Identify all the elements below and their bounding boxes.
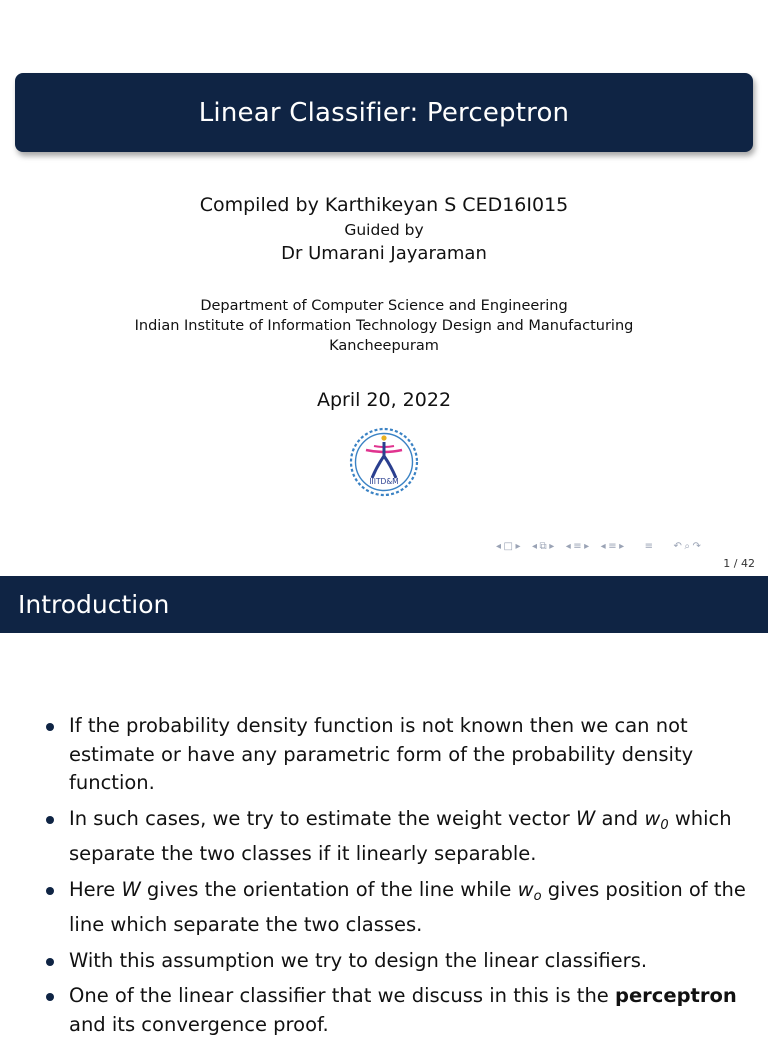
title-box (15, 73, 753, 152)
nav-slide-icon[interactable]: □ (503, 540, 513, 552)
slide-title: Linear Classifier: Perceptron (198, 97, 570, 128)
nav-prev-section-icon[interactable]: ◂ (600, 540, 606, 552)
list-item: Here W gives the orientation of the line while $w_o$ gives position of the line which separate the two classes. (0, 876, 768, 940)
list-item: In such cases, we try to estimate the weight vector W and $w_0$ which separate the two classes if it linearly separable. (0, 805, 768, 869)
bullet-icon (46, 887, 54, 895)
date-line: April 20, 2022 (316, 389, 452, 411)
list-item: With this assumption we try to design the linear classifiers. (0, 947, 768, 976)
nav-section-icon[interactable]: ≡ (608, 540, 617, 552)
logo-text: IIITD&M (369, 477, 399, 486)
location-line: Kancheepuram (329, 338, 439, 354)
bullet-icon (46, 993, 54, 1001)
nav-back-icon[interactable]: ↶ (673, 540, 682, 552)
nav-prev-subsection-icon[interactable]: ◂ (565, 540, 571, 552)
nav-subsection-icon[interactable]: ≡ (573, 540, 582, 552)
institute-line: Indian Institute of Information Technology Design and Manufacturing (134, 318, 634, 334)
bullet-icon (46, 958, 54, 966)
nav-search-icon[interactable]: ⌕ (684, 540, 690, 552)
nav-frame-icon[interactable]: ⧉ (539, 540, 547, 552)
nav-document-icon[interactable]: ≡ (644, 540, 653, 552)
list-item: If the probability density function is not known then we can not estimate or have any parametric form of the probability density function. (0, 712, 768, 798)
nav-next-subsection-icon[interactable]: ▸ (584, 540, 589, 552)
department-line: Department of Computer Science and Engineering (200, 298, 568, 314)
nav-next-slide-icon[interactable]: ▸ (515, 540, 521, 552)
author-line: Compiled by Karthikeyan S CED16I015 (199, 194, 569, 216)
nav-prev-frame-icon[interactable]: ◂ (532, 540, 537, 552)
bullet-list (0, 712, 768, 1046)
beamer-navigation[interactable] (496, 538, 764, 554)
advisor-name: Dr Umarani Jayaraman (281, 243, 487, 264)
bullet-icon (46, 816, 54, 824)
nav-next-frame-icon[interactable]: ▸ (549, 540, 554, 552)
nav-next-section-icon[interactable]: ▸ (619, 540, 624, 552)
bullet-icon (46, 723, 54, 731)
frame-title-bar (0, 576, 768, 633)
frame-title: Introduction (18, 590, 170, 619)
page-number: 1 / 42 (723, 557, 755, 570)
nav-forward-icon[interactable]: ↷ (692, 540, 701, 552)
list-item: One of the linear classifier that we discuss in this is the perceptron and its convergence proof. (0, 982, 768, 1039)
guided-by-label: Guided by (344, 221, 424, 239)
iiitdm-logo-icon (344, 424, 424, 500)
nav-prev-slide-icon[interactable]: ◂ (496, 540, 501, 552)
